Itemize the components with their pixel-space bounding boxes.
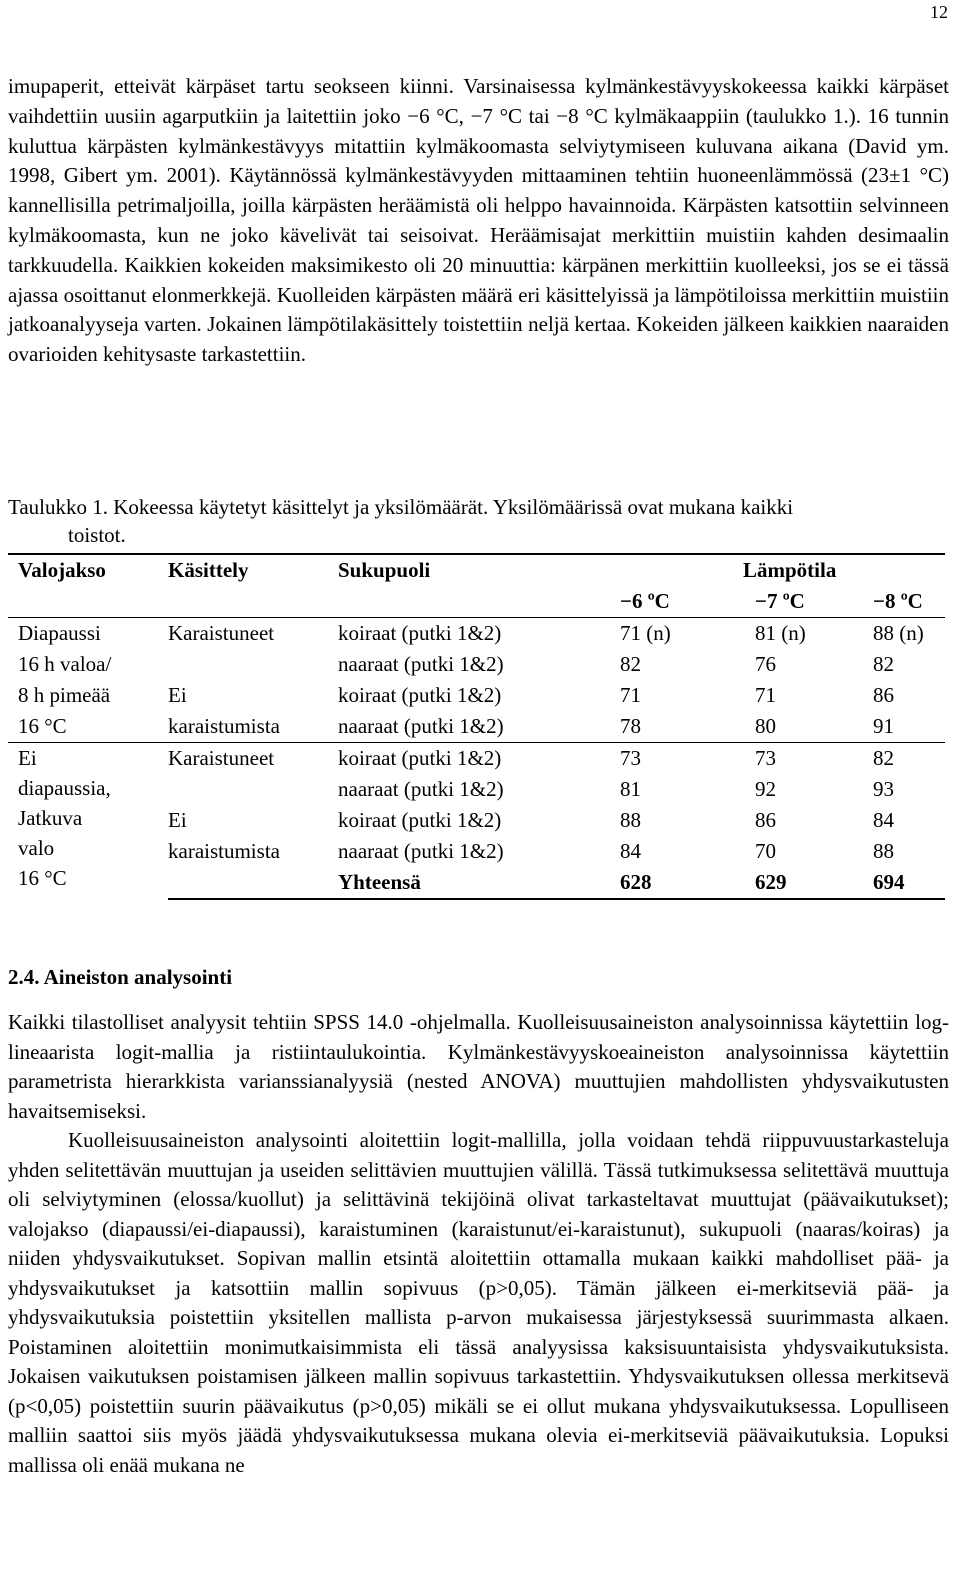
treatment-cell bbox=[168, 649, 338, 680]
value-cell: 81 bbox=[620, 777, 641, 801]
value-cell: 71 bbox=[620, 683, 641, 707]
header-treatment: Käsittely bbox=[168, 554, 338, 586]
section-heading: 2.4. Aineiston analysointi bbox=[8, 965, 233, 989]
total-value: 629 bbox=[743, 867, 863, 899]
treatment-table bbox=[8, 553, 945, 900]
treatment-cell: Karaistuneet bbox=[168, 618, 338, 650]
photoperiod-line: valo bbox=[18, 836, 55, 860]
value-cell: 71 bbox=[755, 683, 776, 707]
header-temp-minus6: −6 ºC bbox=[620, 589, 670, 613]
treatment-cell: Ei bbox=[168, 683, 187, 707]
header-temp-minus8: −8 ºC bbox=[873, 589, 923, 613]
header-temperature: Lämpötila bbox=[743, 554, 863, 586]
sex-cell: koiraat (putki 1&2) bbox=[338, 618, 608, 650]
photoperiod-cell-diapause bbox=[8, 618, 168, 743]
photoperiod-cell-no-diapause bbox=[8, 743, 168, 900]
body-paragraph-analysis: Kaikki tilastolliset analyysit tehtiin SPSS 14.0 -ohjelmalla. Kuolleisuusaineiston analysoinnissa käytettiin log-lineaarista logit-mallia ja ristiintaulukointia. Kylmänkestävyyskoeaineiston analysoinnissa käytettiin parametrista hierarkkista varianssianalyysiä (nested ANOVA) muuttujien mahdollisten yhdysvaikutusten havaitsemiseksi. bbox=[8, 1010, 949, 1123]
photoperiod-line: diapaussia, bbox=[18, 776, 111, 800]
header-photoperiod: Valojakso bbox=[8, 554, 168, 586]
value-cell: 92 bbox=[755, 777, 776, 801]
value-cell: 88 (n) bbox=[863, 618, 945, 650]
value-cell: 93 bbox=[873, 777, 894, 801]
value-cell: 70 bbox=[755, 839, 776, 863]
value-cell: 82 bbox=[620, 652, 641, 676]
treatment-cell: Ei bbox=[168, 808, 187, 832]
value-cell: 82 bbox=[863, 743, 945, 775]
value-cell: 86 bbox=[755, 808, 776, 832]
total-value: 694 bbox=[863, 867, 945, 899]
value-cell: 82 bbox=[873, 652, 894, 676]
body-paragraph-methods: imupaperit, etteivät kärpäset tartu seokseen kiinni. Varsinaisessa kylmänkestävyyskokeessa kaikki kärpäset vaihdettiin uusiin agarputkiin ja laitettiin joko −6 °C, −7 °C tai −8 °C kylmäkaappiin (taulukko 1.). 16 tunnin kuluttua kärpästen kylmänkestävyys mitattiin kylmäkoomasta selviytymiseen kuluvana aikana (David ym. 1998, Gibert ym. 2001). Käytännössä kylmänkestävyyden mittaaminen tehtiin huoneenlämmössä (23±1 °C) kannellisilla petrimaljoilla, joilla kärpästen heräämistä oli helppo havainnoida. Kärpästen katsottiin selvinneen kylmäkoomasta, kun ne joko kävelivät tai seisoivat. Heräämisajat merkittiin muistiin kahden desimaalin tarkkuudella. Kaikkien kokeiden maksimikesto oli 20 minuuttia: kärpänen merkittiin kuolleeksi, jos se ei tässä ajassa osoittanut elonmerkkejä. Kuolleiden kärpästen määrä eri käsittelyissä ja lämpötiloissa merkittiin muistiin jatkoanalyyseja varten. Jokainen lämpötilakäsittely toistettiin neljä kertaa. Kokeiden jälkeen kaikkien naaraiden ovarioiden kehitysaste tarkastettiin. bbox=[8, 74, 949, 367]
value-cell: 81 (n) bbox=[743, 618, 863, 650]
photoperiod-line: Ei bbox=[18, 746, 37, 770]
total-label: Yhteensä bbox=[338, 867, 608, 899]
photoperiod-line: Jatkuva bbox=[18, 806, 83, 830]
total-value: 628 bbox=[608, 867, 743, 899]
value-cell: 84 bbox=[620, 839, 641, 863]
body-paragraph-mortality: Kuolleisuusaineiston analysointi aloitettiin logit-mallilla, jolla voidaan tehdä riippuvuustarkasteluja yhden selitettävän muuttujan ja useiden selittävien muuttujien välillä. Tässä tutkimuksessa selitettävä muuttuja oli selviytyminen (elossa/kuollut) ja selittävinä tekijöinä olivat tarkasteltavat muuttujat (päävaikutukset); valojakso (diapaussi/ei-diapaussi), karaistuminen (karaistunut/ei-karaistunut), sukupuoli (naaras/koiras) ja niiden yhdysvaikutukset. Sopivan mallin etsintä aloitettiin ottamalla mukaan kaikki mahdolliset pää- ja yhdysvaikutukset ja katsottiin mallin sopivuus (p>0,05). Tämän jälkeen ei-merkitseviä pää- ja yhdysvaikutuksia poistettiin yksitellen mallista p-arvon mukaisessa järjestyksessä suurimmasta alkaen. Poistaminen aloitettiin monimutkaisimmista eli tässä analyysissa kaksisuuntaisista yhdysvaikutuksista. Jokaisen vaikutuksen poistamisen jälkeen mallin sopivuus tarkastettiin. Yhdysvaikutuksen ollessa merkitsevä (p<0,05) poistettiin suurin päävaikutus (p>0,05) mikäli se ei ollut mukana yhdysvaikutuksessa. Lopulliseen malliin saattoi siis myös jäädä yhdysvaikutuksessa mukana olevia ei-merkitseviä päävaikutuksia. Lopuksi mallissa oli enää mukana ne bbox=[8, 1128, 949, 1477]
page-number: 12 bbox=[930, 2, 948, 22]
table-caption-line-1: Taulukko 1. Kokeessa käytetyt käsittelyt ja yksilömäärät. Yksilömäärissä ovat mukana kaikki bbox=[8, 495, 794, 519]
table-caption bbox=[8, 493, 949, 549]
value-cell: 76 bbox=[755, 652, 776, 676]
value-cell: 91 bbox=[873, 714, 894, 738]
sex-cell: naaraat (putki 1&2) bbox=[338, 777, 504, 801]
value-cell: 78 bbox=[620, 714, 641, 738]
value-cell: 86 bbox=[873, 683, 894, 707]
sex-cell: koiraat (putki 1&2) bbox=[338, 808, 502, 832]
photoperiod-line: 8 h pimeää bbox=[18, 683, 111, 707]
value-cell: 88 bbox=[620, 808, 641, 832]
photoperiod-line: Diapaussi bbox=[18, 621, 101, 645]
table-caption-line-2: toistot. bbox=[68, 523, 126, 547]
value-cell: 88 bbox=[873, 839, 894, 863]
treatment-cell bbox=[168, 774, 338, 805]
treatment-cell: karaistumista bbox=[168, 839, 280, 863]
sex-cell: koiraat (putki 1&2) bbox=[338, 683, 502, 707]
value-cell: 71 (n) bbox=[608, 618, 743, 650]
header-temp-minus7: −7 ºC bbox=[755, 589, 805, 613]
value-cell: 73 bbox=[743, 743, 863, 775]
photoperiod-line: 16 h valoa/ bbox=[18, 652, 112, 676]
value-cell: 80 bbox=[755, 714, 776, 738]
sex-cell: naaraat (putki 1&2) bbox=[338, 652, 504, 676]
analysis-text bbox=[8, 1008, 949, 1480]
sex-cell: naaraat (putki 1&2) bbox=[338, 839, 504, 863]
header-sex: Sukupuoli bbox=[338, 554, 608, 586]
value-cell: 84 bbox=[873, 808, 894, 832]
sex-cell: naaraat (putki 1&2) bbox=[338, 714, 504, 738]
value-cell: 73 bbox=[608, 743, 743, 775]
photoperiod-line: 16 °C bbox=[18, 714, 67, 738]
treatment-cell: karaistumista bbox=[168, 714, 280, 738]
sex-cell: koiraat (putki 1&2) bbox=[338, 743, 608, 775]
photoperiod-line: 16 °C bbox=[18, 866, 67, 890]
treatment-cell: Karaistuneet bbox=[168, 743, 338, 775]
